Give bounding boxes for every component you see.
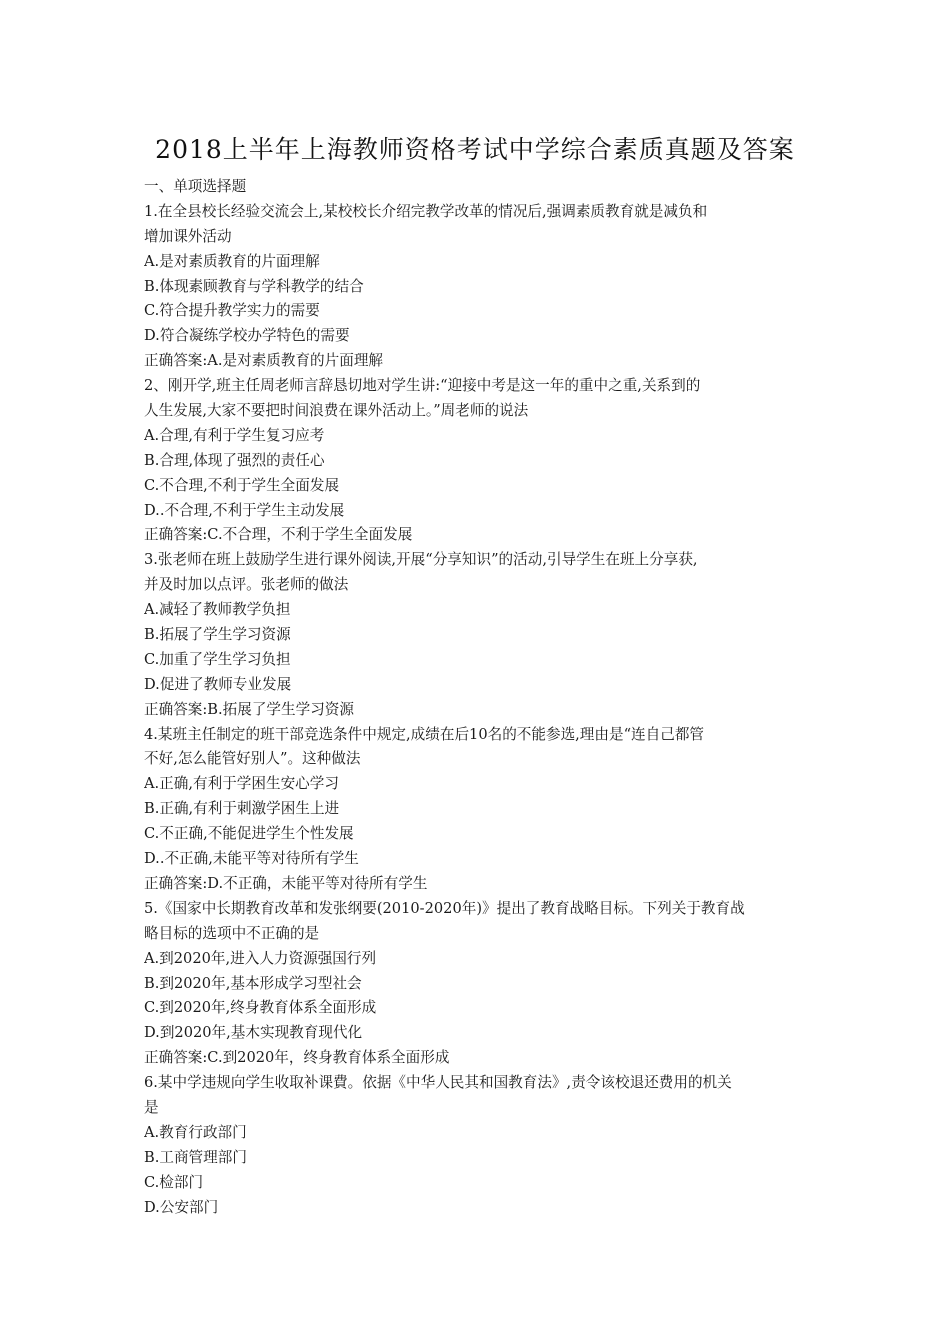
option-a: A.合理,有利于学生复习应考 [144, 426, 325, 444]
question-2 [144, 374, 814, 548]
question-stem: 5.《国家中长期教育改革和发张纲要(2010-2020年)》提出了教育战略目标。下列关于教育战 [144, 899, 745, 917]
correct-answer: 正确答案:A.是对素质教育的片面理解 [144, 352, 384, 370]
option-d: D.促进了教师专业发展 [144, 675, 292, 693]
question-stem: 3.张老师在班上鼓励学生进行课外阅读,开展“分享知识”的活动,引导学生在班上分享获, [144, 551, 698, 569]
option-b: B.拓展了学生学习资源 [144, 626, 291, 644]
option-d: D.到2020年,基木实现教育现代化 [144, 1024, 363, 1042]
question-6 [144, 1071, 814, 1220]
option-b: B.体现素顾教育与学科教学的结合 [144, 277, 364, 295]
option-c: C.到2020年,终身教育体系全面形成 [144, 999, 377, 1017]
option-b: B.正确,有利于刺激学困生上进 [144, 800, 340, 818]
question-stem: 增加课外活动 [144, 227, 232, 245]
option-a: A.到2020年,进入人力资源强国行列 [144, 949, 377, 967]
option-c: C.加重了学生学习负担 [144, 650, 291, 668]
option-c: C.符合提升教学实力的需要 [144, 302, 320, 320]
correct-answer: 正确答案:C.不合理，不利于学生全面发展 [144, 526, 413, 544]
option-c: C.检部门 [144, 1173, 204, 1191]
question-4 [144, 723, 814, 897]
option-a: A.减轻了教师教学负担 [144, 601, 291, 619]
correct-answer: 正确答案:C.到2020年，终身教育体系全面形成 [144, 1049, 450, 1067]
question-stem: 不好,怎么能管好别人”。这种做法 [144, 750, 361, 768]
question-stem: 4.某班主任制定的班干部竞选条件中规定,成绩在后10名的不能参选,理由是“连自己都管 [144, 725, 705, 743]
correct-answer: 正确答案:D.不正确，未能平等对待所有学生 [144, 874, 428, 892]
option-b: B.工商管理部门 [144, 1148, 247, 1166]
question-stem: 2、刚开学,班主任周老师言辞恳切地对学生讲:“迎接中考是这一年的重中之重,关系到的 [144, 377, 701, 395]
question-stem: 是 [144, 1098, 159, 1116]
section-heading: 一、单项选择题 [144, 178, 247, 195]
option-a: A.正确,有利于学困生安心学习 [144, 775, 339, 793]
document-title: 2018上半年上海教师资格考试中学综合素质真题及答案 [155, 135, 795, 164]
question-stem: 1.在全县校长经验交流会上,某校校长介绍完教学改革的情况后,强调素质教育就是减负和 [144, 202, 708, 220]
question-3 [144, 548, 814, 722]
option-d: D..不正确,未能平等对待所有学生 [144, 850, 359, 868]
document-body [144, 175, 814, 1220]
option-d: D..不合理,不利于学生主动发展 [144, 501, 345, 519]
question-stem: 6.某中学违规向学生收取补课費。依据《中华人民其和国教育法》,责令该校退还费用的机关 [144, 1074, 732, 1092]
question-stem: 略目标的选项中不正确的是 [144, 924, 320, 942]
question-1 [144, 200, 814, 374]
option-c: C.不正确,不能促进学生个性发展 [144, 825, 354, 843]
correct-answer: 正确答案:B.拓展了学生学习资源 [144, 700, 355, 718]
option-d: D.公安部门 [144, 1198, 219, 1216]
question-stem: 人生发展,大家不要把时间浪费在课外活动上。”周老师的说法 [144, 402, 529, 420]
question-stem: 并及时加以点评。张老师的做法 [144, 576, 349, 594]
option-b: B.到2020年,基本形成学习型社会 [144, 974, 362, 992]
option-d: D.符合凝练学校办学特色的需要 [144, 327, 350, 345]
question-5 [144, 897, 814, 1071]
option-c: C.不合理,不利于学生全面发展 [144, 476, 340, 494]
option-b: B.合理,体现了强烈的责任心 [144, 451, 325, 469]
option-a: A.教育行政部门 [144, 1123, 247, 1141]
option-a: A.是对素质教育的片面理解 [144, 252, 320, 270]
